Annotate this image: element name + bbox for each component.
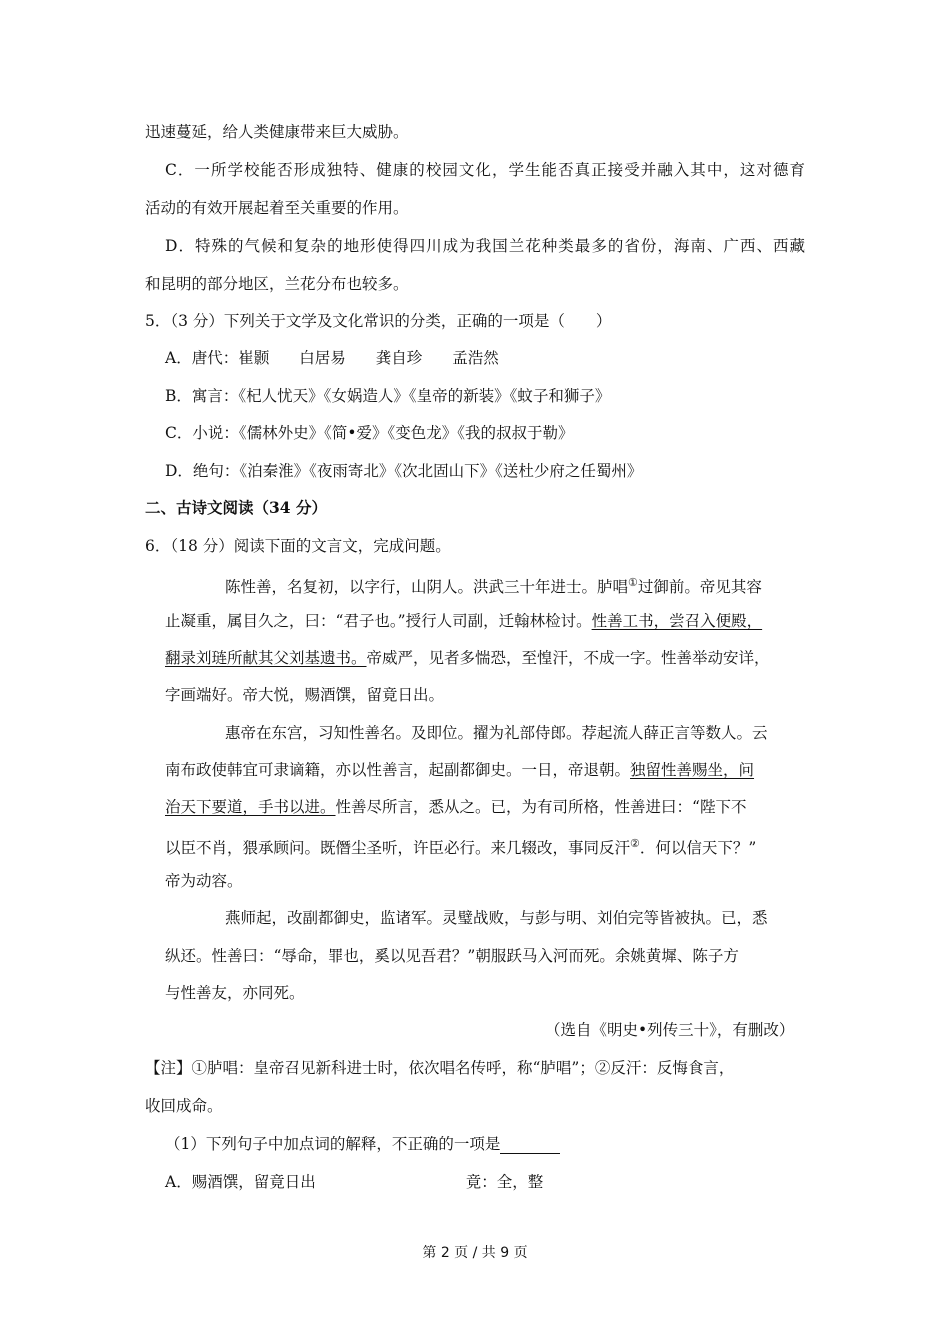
q4-option-d-line1: D．特殊的气候和复杂的地形使得四川成为我国兰花种类最多的省份，海南、广西、西藏 (165, 237, 805, 255)
passage-p3-line1: 燕师起，改副都御史，监诸军。灵璧战败，与彭与明、刘伯完等皆被执。已，悉 (225, 909, 768, 927)
passage-text: 止凝重，属目久之，曰：“君子也。”授行人司副，迁翰林检讨。 (165, 612, 592, 630)
q5-option-a-author3: 龚自珍 (375, 349, 423, 367)
passage-text: 帝威严，见者多惴恐，至惶汗，不成一字。性善举动安详， (366, 649, 770, 667)
option-a-explanation: 竟：全，整 (465, 1173, 544, 1191)
passage-text: 过御前。帝见其容 (637, 578, 762, 597)
underlined-sentence-2a: 独留性善赐坐，问 (630, 761, 755, 779)
q4-option-c-line2: 活动的有效开展起着至关重要的作用。 (145, 199, 409, 217)
q5-option-c: C．小说：《儒林外史》《简•爱》《变色龙》《我的叔叔于勒》 (165, 424, 574, 442)
annotation-line1: 【注】①胪唱：皇帝召见新科进士时，依次唱名传呼，称“胪唱”；②反汗：反悔食言， (145, 1059, 735, 1077)
option-a-sentence: A．赐酒馔，留竟日出 (165, 1173, 316, 1191)
q4-option-c-line1: C．一所学校能否形成独特、健康的校园文化，学生能否真正接受并融入其中，这对德育 (165, 161, 805, 179)
q4-option-b-continuation: 迅速蔓延，给人类健康带来巨大威胁。 (145, 123, 409, 141)
footnote-mark-1: ① (628, 576, 638, 589)
passage-p1-line2 (165, 611, 762, 631)
underlined-sentence-2b: 治天下要道，手书以进。 (165, 798, 336, 816)
sub-question-text: （1）下列句子中加点词的解释，不正确的一项是 (165, 1135, 501, 1153)
passage-p2-line5: 帝为动容。 (165, 872, 243, 890)
page-footer: 第 2 页 / 共 9 页 (422, 1245, 528, 1261)
answer-blank[interactable] (500, 1137, 560, 1154)
underlined-sentence-1a: 性善工书，尝召入便殿， (591, 612, 763, 630)
annotation-line2: 收回成命。 (145, 1097, 223, 1115)
passage-p2-line3 (165, 797, 746, 817)
passage-p3-line2: 纵还。性善曰：“辱命，罪也，奚以见吾君？”朝服跃马入河而死。余姚黄墀、陈子方 (165, 947, 739, 965)
q5-stem: 5．（3 分）下列关于文学及文化常识的分类，正确的一项是（ ） (145, 312, 612, 330)
passage-p2-line1: 惠帝在东宫，习知性善名。及即位。擢为礼部侍郎。荐起流人薛正言等数人。云 (225, 724, 768, 742)
passage-p3-line3: 与性善友，亦同死。 (165, 984, 305, 1002)
q5-option-a-author2: 白居易 (299, 349, 346, 367)
passage-text: 南布政使韩宜可隶谪籍，亦以性善言，起副都御史。一日，帝退朝。 (165, 761, 631, 779)
passage-p1-line3 (165, 648, 770, 668)
passage-source: （选自《明史•列传三十》，有删改） (545, 1021, 795, 1039)
q5-option-d: D．绝句：《泊秦淮》《夜雨寄北》《次北固山下》《送杜少府之任蜀州》 (165, 462, 643, 480)
q5-option-a (165, 348, 499, 368)
passage-text: 以臣不肖，猥承顾问。既僭尘圣听，许臣必行。来几辍改，事同反汗 (165, 839, 631, 858)
passage-text: 性善尽所言，悉从之。已，为有司所格，性善进曰：“陛下不 (335, 798, 747, 816)
footnote-mark-2: ② (630, 837, 640, 850)
q5-option-b: B．寓言：《杞人忧天》《女娲造人》《皇帝的新装》《蚊子和狮子》 (165, 387, 611, 405)
sub-question-1-option-a (165, 1172, 543, 1192)
section-title: 二、古诗文阅读（34 分） (145, 498, 327, 517)
sub-question-1 (165, 1134, 560, 1154)
passage-p1-line1 (225, 573, 762, 597)
passage-text: 陈性善，名复初，以字行，山阴人。洪武三十年进士。胪唱 (225, 578, 629, 597)
passage-p2-line2 (165, 760, 754, 780)
passage-text: ．何以信天下？” (639, 839, 757, 858)
q5-option-a-author4: 孟浩然 (452, 349, 499, 367)
underlined-sentence-1b: 翻录刘琏所献其父刘基遗书。 (165, 649, 367, 667)
passage-p1-line4: 字画端好。帝大悦，赐酒馔，留竟日出。 (165, 686, 445, 704)
passage-p2-line4 (165, 834, 756, 858)
q4-option-d-line2: 和昆明的部分地区，兰花分布也较多。 (145, 275, 409, 293)
q6-stem: 6．（18 分）阅读下面的文言文，完成问题。 (145, 537, 451, 555)
q5-option-a-label: A．唐代：崔颢 (165, 349, 270, 367)
